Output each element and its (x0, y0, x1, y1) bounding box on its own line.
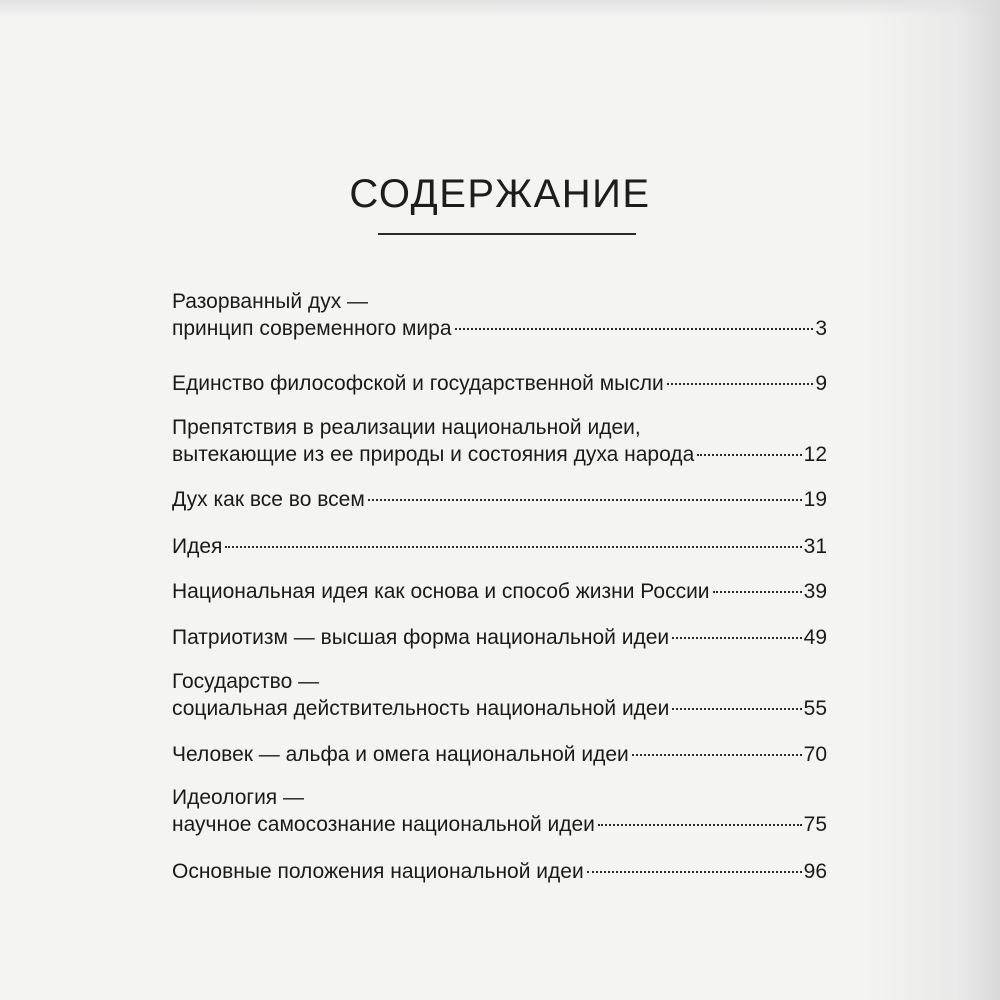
page-number: 49 (803, 626, 827, 649)
page-number: 31 (803, 535, 827, 558)
toc-entry (172, 784, 827, 838)
page-top-shadow (0, 0, 1000, 18)
toc-entry-line: Национальная идея как основа и способ жизни России (172, 580, 710, 603)
page-number: 9 (815, 372, 827, 395)
toc-entry-line: Дух как все во всем (172, 488, 365, 511)
toc-entry (172, 858, 827, 885)
dot-leader (598, 824, 802, 826)
toc-entry-line: принцип современного мира (172, 317, 452, 340)
toc-entry (172, 668, 827, 722)
toc-entry (172, 741, 827, 768)
toc-entry-line: вытекающие из ее природы и состояния духа народа (172, 443, 695, 466)
dot-leader (225, 546, 801, 548)
page-number: 3 (815, 317, 827, 340)
toc-entry (172, 414, 827, 468)
dot-leader (672, 708, 801, 710)
dot-leader (667, 383, 814, 385)
toc-entry-line: Идеология — (172, 786, 305, 809)
dot-leader (455, 328, 814, 330)
page-number: 12 (803, 443, 827, 466)
dot-leader (587, 871, 802, 873)
toc-entry (172, 288, 827, 342)
page-number: 96 (803, 860, 827, 883)
toc-entry-line: Разорванный дух — (172, 290, 369, 313)
toc-entry-line: Государство — (172, 670, 320, 693)
page-right-shadow (860, 0, 1000, 1000)
page-number: 70 (803, 743, 827, 766)
page-title: СОДЕРЖАНИЕ (349, 172, 651, 216)
toc-entry (172, 624, 827, 651)
toc-entry-line: Единство философской и государственной мысли (172, 372, 664, 395)
dot-leader (713, 591, 802, 593)
page-number: 39 (803, 580, 827, 603)
toc-entry-line: Основные положения национальной идеи (172, 860, 584, 883)
toc-entry-line: социальная действительность национальной идеи (172, 697, 670, 720)
page-number: 19 (803, 488, 827, 511)
toc-entry (172, 578, 827, 605)
toc-entry-line: Препятствия в реализации национальной идеи, (172, 416, 641, 439)
title-underline (378, 233, 636, 235)
toc-entry-line: Идея (172, 535, 223, 558)
toc-entry-line: Патриотизм — высшая форма национальной идеи (172, 626, 670, 649)
toc-entry (172, 486, 827, 513)
toc-entry (172, 533, 827, 560)
toc-entry (172, 370, 827, 397)
page-number: 75 (803, 813, 827, 836)
dot-leader (368, 499, 802, 501)
toc-entry-line: научное самосознание национальной идеи (172, 813, 595, 836)
dot-leader (672, 637, 802, 639)
dot-leader (632, 754, 802, 756)
dot-leader (697, 454, 801, 456)
page-number: 55 (803, 697, 827, 720)
toc-entry-line: Человек — альфа и омега национальной идеи (172, 743, 629, 766)
